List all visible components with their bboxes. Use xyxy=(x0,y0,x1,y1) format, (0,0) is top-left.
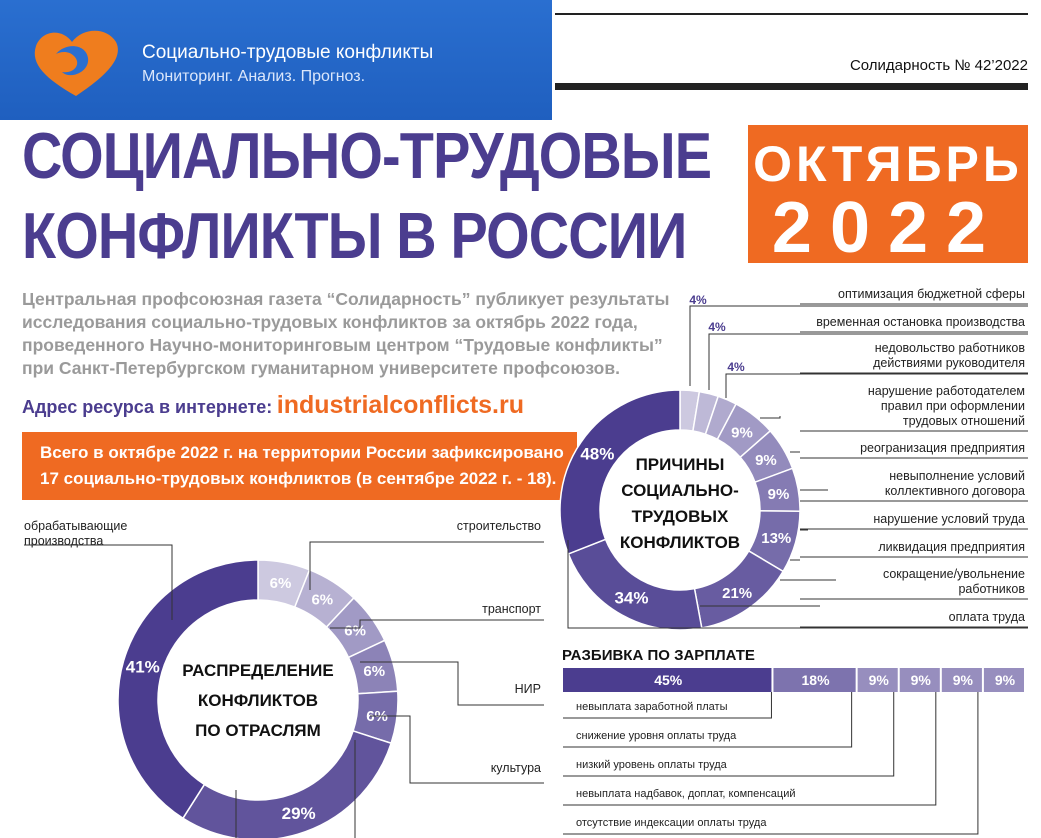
causes-category-label: ликвидация предприятия xyxy=(878,540,1025,554)
causes-slice xyxy=(568,539,701,630)
causes-center-title: ТРУДОВЫХ xyxy=(631,507,729,526)
causes-category-label: реогранизация предприятия xyxy=(860,441,1025,455)
salary-category-label: невыплата заработной платы xyxy=(576,701,728,713)
causes-value-label: 9% xyxy=(755,451,777,469)
causes-category-label: недовольство работников xyxy=(874,341,1025,355)
causes-category-label: нарушение условий труда xyxy=(873,512,1025,526)
industry-value-label: 6% xyxy=(269,575,292,593)
industry-value-label: 6% xyxy=(363,663,386,681)
year-label: 2022 xyxy=(771,188,1005,268)
causes-value-label: 9% xyxy=(731,424,753,442)
salary-value-label: 9% xyxy=(952,672,973,688)
causes-center-title: СОЦИАЛЬНО- xyxy=(621,481,739,500)
causes-value-label: 4% xyxy=(689,293,707,307)
industry-category-label: строительство xyxy=(456,519,541,533)
causes-category-label: работников xyxy=(958,582,1025,596)
title-line-2: КОНФЛИКТЫ В РОССИИ xyxy=(22,199,687,272)
intro-line: при Санкт-Петербургском гуманитарном университете профсоюзов. xyxy=(22,358,620,378)
resource-link[interactable]: industrialconflicts.ru xyxy=(276,391,525,419)
causes-value-label: 4% xyxy=(727,360,745,374)
industry-value-label: 29% xyxy=(281,803,316,823)
title-line-1: СОЦИАЛЬНО-ТРУДОВЫЕ xyxy=(22,119,712,192)
resource-label: Адрес ресурса в интернете: xyxy=(22,397,273,417)
salary-category-label: низкий уровень оплаты труда xyxy=(576,759,727,771)
industry-leader xyxy=(310,542,544,590)
salary-title: РАЗБИВКА ПО ЗАРПЛАТЕ xyxy=(562,647,755,664)
causes-value-label: 4% xyxy=(708,320,726,334)
issue-number: Солидарность № 42’2022 xyxy=(849,57,1028,74)
causes-category-label: нарушение работодателем xyxy=(867,384,1025,398)
causes-category-label: сокращение/увольнение xyxy=(882,567,1025,581)
industry-value-label: 6% xyxy=(366,708,388,726)
brand-subtitle: Мониторинг. Анализ. Прогноз. xyxy=(142,68,366,85)
causes-category-label: правил при оформлении xyxy=(880,399,1025,413)
month-label: ОКТЯБРЬ xyxy=(753,136,1023,192)
salary-category-label: снижение уровня оплаты труда xyxy=(576,730,737,742)
industry-category-label: транспорт xyxy=(482,602,541,616)
causes-value-label: 48% xyxy=(580,444,615,464)
intro-line: исследования социально-трудовых конфликтов за октябрь 2022 года, xyxy=(22,312,638,332)
industry-category-label: культура xyxy=(490,761,541,775)
causes-center-title: КОНФЛИКТОВ xyxy=(619,533,741,552)
industry-leader xyxy=(24,545,172,620)
causes-value-label: 13% xyxy=(761,530,792,548)
salary-category-label: отсутствие индексации оплаты труда xyxy=(576,817,767,829)
causes-value-label: 21% xyxy=(722,585,753,603)
industry-category-label: производства xyxy=(24,534,104,548)
industry-center-title: ПО ОТРАСЛЯМ xyxy=(195,721,321,740)
causes-category-label: невыполнение условий xyxy=(889,469,1025,483)
causes-category-label: временная остановка производства xyxy=(816,315,1025,329)
causes-category-label: коллективного договора xyxy=(884,484,1025,498)
causes-value-label: 9% xyxy=(767,485,790,503)
salary-value-label: 9% xyxy=(994,672,1016,688)
industry-category-label: НИР xyxy=(514,682,541,696)
industry-value-label: 41% xyxy=(125,657,160,677)
causes-center-title: ПРИЧИНЫ xyxy=(635,455,725,474)
industry-value-label: 6% xyxy=(311,591,334,609)
industry-slice xyxy=(118,560,258,818)
industry-value-label: 6% xyxy=(344,622,366,640)
causes-category-label: действиями руководителя xyxy=(873,356,1025,370)
intro-line: Центральная профсоюзная газета “Солидарность” публикует результаты xyxy=(22,289,670,309)
salary-category-label: невыплата надбавок, доплат, компенсаций xyxy=(576,788,796,800)
salary-value-label: 9% xyxy=(910,672,931,688)
salary-value-label: 9% xyxy=(868,672,889,688)
total-line: 17 социально-трудовых конфликтов (в сентябре 2022 г. - 18). xyxy=(40,469,557,488)
causes-category-label: оплата труда xyxy=(948,610,1025,624)
industry-center-title: РАСПРЕДЕЛЕНИЕ xyxy=(182,661,334,680)
industry-center-title: КОНФЛИКТОВ xyxy=(197,691,319,710)
causes-value-label: 34% xyxy=(614,588,649,608)
total-line: Всего в октябре 2022 г. на территории России зафиксировано xyxy=(40,443,564,462)
intro-line: проведенного Научно-мониторинговым центром “Трудовые конфликты” xyxy=(22,335,663,355)
causes-category-label: оптимизация бюджетной сферы xyxy=(838,287,1025,301)
causes-leader xyxy=(760,416,780,418)
salary-value-label: 18% xyxy=(801,672,830,688)
salary-value-label: 45% xyxy=(654,672,683,688)
brand-title: Социально-трудовые конфликты xyxy=(142,42,434,63)
industry-category-label: обрабатывающие xyxy=(24,519,128,533)
causes-category-label: трудовых отношений xyxy=(902,414,1025,428)
